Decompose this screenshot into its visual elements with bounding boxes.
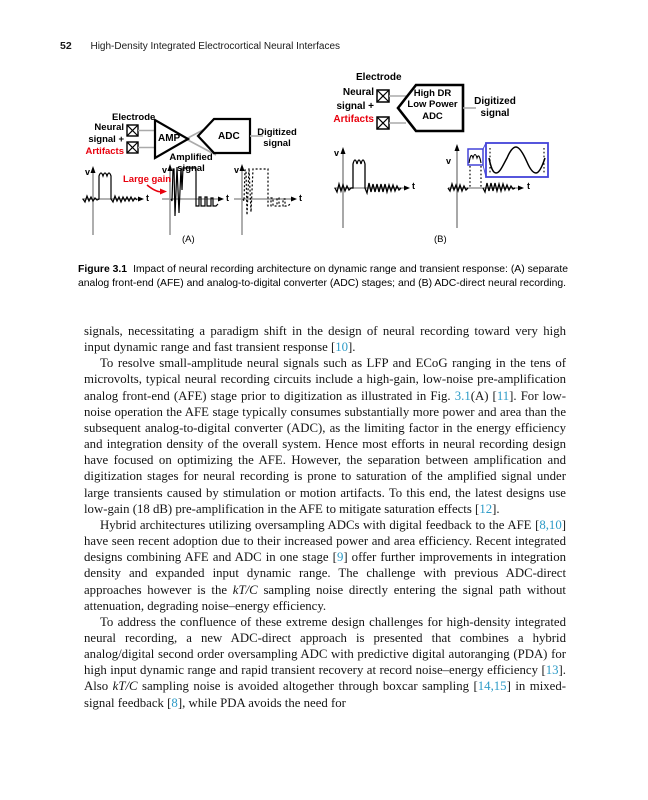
figure-caption-text: Impact of neural recording architecture on dynamic range and transient response: (A) separate analog front-end (AFE) and analog-to-digital converter (ADC) stages; and (B) ADC-direct neural recording. [78, 264, 569, 289]
body-text [84, 323, 566, 711]
v-axis-label: v [85, 167, 91, 177]
v-axis-label: v [334, 148, 340, 158]
v-axis-label: v [446, 156, 452, 166]
neural-label: Neural [342, 87, 374, 98]
amp-label: AMP [158, 133, 181, 144]
artifacts-label: Artifacts [85, 146, 124, 157]
running-title: High-Density Integrated Electrocortical Neural Interfaces [90, 41, 341, 52]
signal-plus-label: signal + [88, 134, 124, 145]
text-run: ]. Also [84, 663, 566, 694]
citation-link[interactable]: 8,10 [539, 517, 562, 532]
amplified-signal-label: Amplified signal [169, 152, 213, 174]
text-run: ]. [348, 340, 356, 355]
v-axis-label: v [162, 165, 168, 175]
t-axis-label: t [299, 193, 302, 203]
waveform-amplified-a [162, 164, 224, 235]
running-head [60, 40, 340, 52]
text-run: sampling noise directly entering the signal path without attenuation, degrading noise–energy efficiency. [84, 582, 566, 613]
citation-link[interactable]: 11 [496, 388, 510, 403]
electrode-icon [377, 90, 389, 102]
digitized-signal-label-b: Digitized signal [474, 96, 516, 119]
citation-link[interactable]: 10 [335, 340, 349, 355]
text-run: (A) [ [470, 388, 497, 403]
electrode-icon [377, 117, 389, 129]
large-gain-label: Large gain [123, 174, 172, 185]
electrode-label-a: Electrode [112, 112, 156, 123]
paragraph [84, 614, 566, 711]
signal-plus-label: signal + [336, 100, 374, 112]
paragraph [84, 355, 566, 517]
text-run: ], while PDA avoids the need for [177, 695, 346, 710]
paragraph [84, 323, 566, 355]
adc-direct-label: High DR Low Power ADC [407, 88, 458, 122]
t-axis-label: t [527, 181, 530, 191]
figure-3-1 [0, 70, 648, 265]
text-run: signals, necessitating a paradigm shift in the design of neural recording toward very high input dynamic range and fast transient response [ [84, 324, 566, 355]
citation-link[interactable]: 12 [479, 501, 493, 516]
v-axis-label: v [234, 165, 240, 175]
input-signal-label-a [82, 122, 124, 158]
waveform-digitized-a [234, 164, 297, 235]
text-run: ] have seen recent adoption due to their increased power and area efficiency. Recent integrated designs combining AFE and ADC in one stage [ [84, 517, 566, 565]
figure-graphics [0, 70, 648, 265]
text-run: ] offer further improvements in integration density and expanded input dynamic range. The challenge with previous ADC-direct approaches however is the [84, 550, 567, 597]
t-axis-label: t [412, 181, 415, 191]
subfigure-label-a: (A) [182, 234, 195, 245]
figure-caption [78, 263, 570, 290]
text-run: ] in mixed-signal feedback [ [84, 679, 566, 710]
text-run: To address the confluence of these extreme design challenges for high-density integrated neural recording, a new ADC-direct approach is presented that combines a hybrid analog/digital second order oversampling ADC with predictive digital autoranging (PDA) for high input dynamic range and rapid transient recovery at record noise–energy efficiency [ [84, 614, 566, 678]
text-run: To resolve small-amplitude neural signals such as LFP and ECoG ranging in the tens of microvolts, typical neural recording circuits include a high-gain, low-noise pre-amplification analog front-end (AFE) stage prior to digitization as illustrated in Fig. [84, 356, 566, 403]
electrode-label-b: Electrode [356, 72, 402, 83]
waveform-input-b [334, 147, 410, 228]
math-variable: kT/C [232, 582, 258, 597]
subfigure-label-b: (B) [434, 234, 447, 245]
citation-link[interactable]: 3.1 [454, 388, 471, 403]
artifacts-label: Artifacts [333, 114, 374, 125]
page-number: 52 [60, 40, 72, 52]
large-gain-arrow [147, 185, 167, 195]
citation-link[interactable]: 9 [336, 550, 344, 565]
paragraph [84, 517, 566, 614]
electrode-icon [127, 125, 138, 136]
digitized-signal-label-a: Digitized signal [257, 127, 297, 149]
neural-label: Neural [94, 122, 124, 133]
citation-link[interactable]: 13 [545, 663, 559, 678]
text-run: ]. For low-noise operation the AFE stage typically consumes substantially more power and area than the subsequent analog-to-digital converter (ADC), as the limiting factor in the energy efficiency and integration density of the overall system. Hence most efforts in neural recording design have focused on optimizing the AFE. However, the separation between amplification and digitization stages for neural recording is prone to saturation of the amplified signal under large transients caused by stimulation or motion artifacts. To this end, the latest designs use low-gain (18 dB) pre-amplification in the AFE to mitigate saturation effects [ [84, 388, 566, 516]
math-variable: kT/C [112, 679, 138, 694]
input-signal-label-b [331, 86, 374, 127]
t-axis-label: t [226, 193, 229, 203]
adc-label-a: ADC [218, 131, 240, 142]
citation-link[interactable]: 8 [171, 695, 178, 710]
t-axis-label: t [146, 193, 149, 203]
figure-caption-number: Figure 3.1 [78, 264, 128, 275]
text-run: sampling noise is avoided altogether through boxcar sampling [ [137, 679, 478, 694]
text-run: ]. [492, 501, 500, 516]
text-run: Hybrid architectures utilizing oversampling ADCs with digital feedback to the AFE [ [100, 517, 540, 532]
electrode-icon [127, 142, 138, 153]
citation-link[interactable]: 14,15 [477, 679, 507, 694]
